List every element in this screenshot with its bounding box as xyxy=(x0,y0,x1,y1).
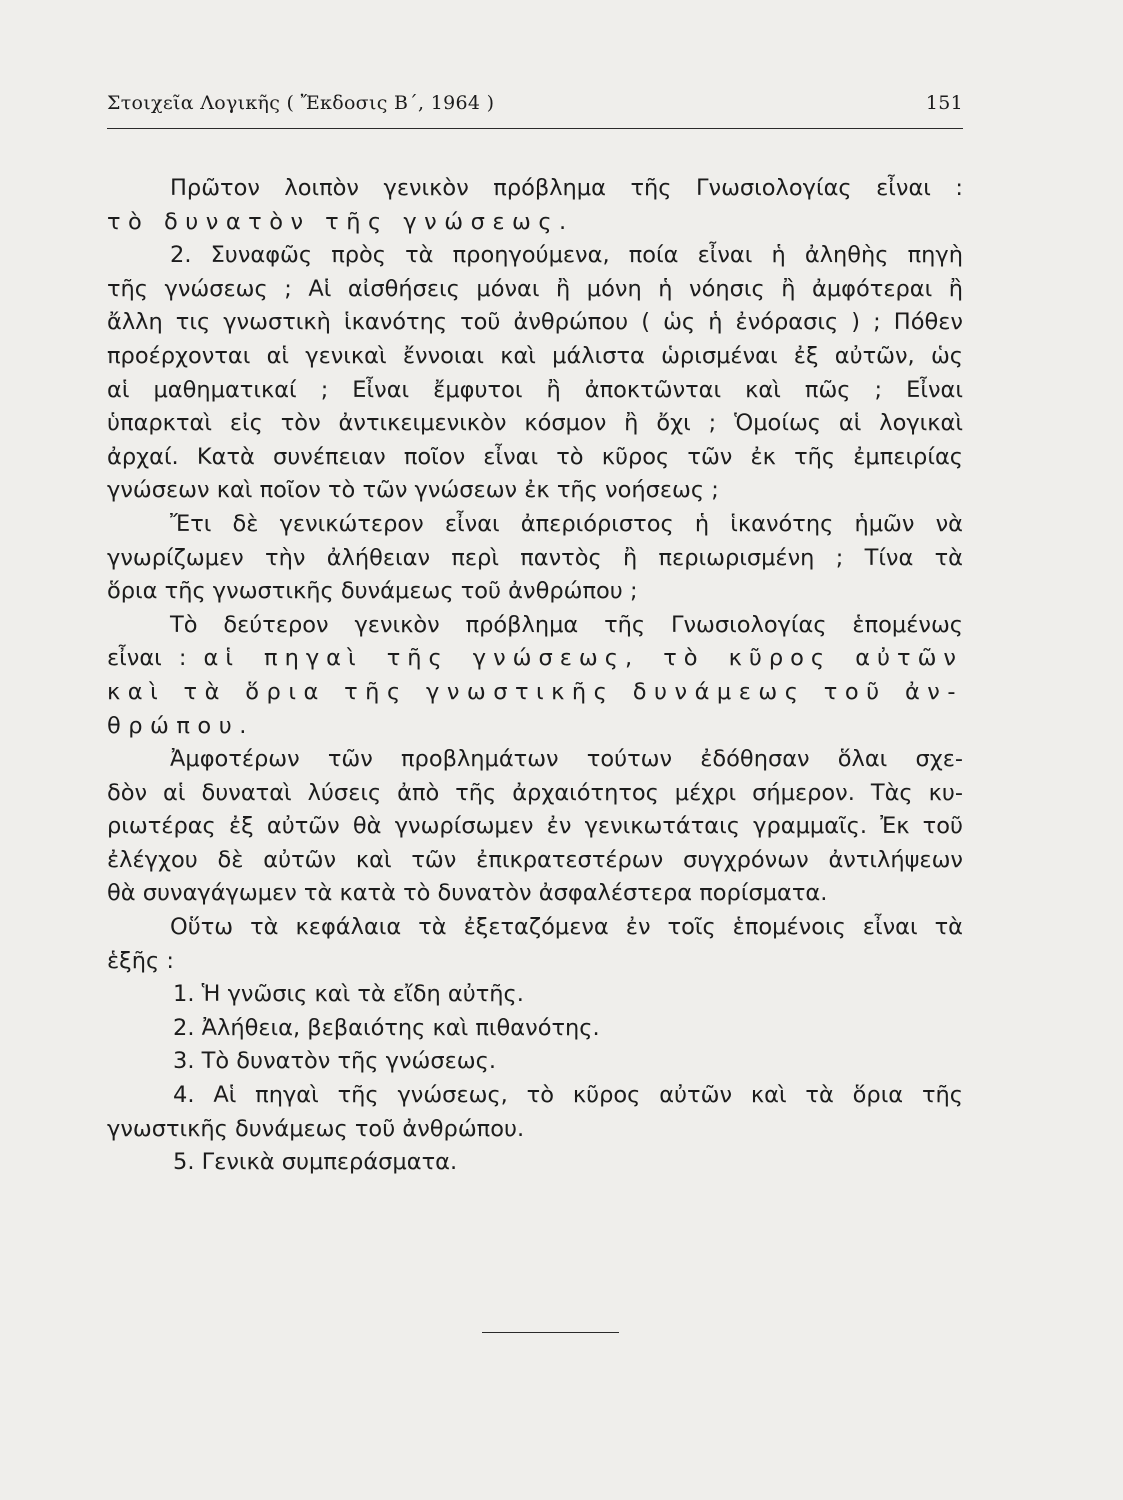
text-span: εἶναι : xyxy=(107,645,187,672)
list-item: 4. Αἱ πηγαὶ τῆς γνώσεως, τὸ κῦρος αὐτῶν καὶ τὰ ὅρια τῆς xyxy=(173,1082,963,1109)
page-number: 151 xyxy=(925,92,963,114)
text-line: Ἀμφοτέρων τῶν προβλημάτων τούτων ἐδόθησαν ὅλαι σχε- xyxy=(170,746,963,773)
list-item: 1. Ἡ γνῶσις καὶ τὰ εἴδη αὐτῆς. xyxy=(173,981,524,1008)
section-end-rule xyxy=(482,1332,619,1333)
text-line: γνώσεων καὶ ποῖον τὸ τῶν γνώσεων ἐκ τῆς νοήσεως ; xyxy=(107,477,719,504)
header-rule xyxy=(107,128,963,129)
text-line: ἀρχαί. Κατὰ συνέπειαν ποῖον εἶναι τὸ κῦρος τῶν ἐκ τῆς ἐμπειρίας xyxy=(107,443,963,470)
emphasized-line: θρώπου. xyxy=(107,712,254,739)
text-line: ὅρια τῆς γνωστικῆς δυνάμεως τοῦ ἀνθρώπου ; xyxy=(107,578,638,605)
text-line: Οὕτω τὰ κεφάλαια τὰ ἐξεταζόμενα ἐν τοῖς ἑπομένοις εἶναι τὰ xyxy=(170,914,963,941)
text-line: γνωρίζωμεν τὴν ἀλήθειαν περὶ παντὸς ἢ περιωρισμένη ; Τίνα τὰ xyxy=(107,544,963,571)
text-line: προέρχονται αἱ γενικαὶ ἔννοιαι καὶ μάλιστα ὡρισμέναι ἐξ αὐτῶν, ὡς xyxy=(107,342,963,369)
emphasized-line: καὶ τὰ ὅρια τῆς γνωστικῆς δυνάμεως τοῦ ἀν- xyxy=(107,678,963,705)
emphasized-line: τὸ δυνατὸν τῆς γνώσεως. xyxy=(107,208,574,235)
text-line: θὰ συναγάγωμεν τὰ κατὰ τὸ δυνατὸν ἀσφαλέστερα πορίσματα. xyxy=(107,880,828,907)
list-item: 3. Τὸ δυνατὸν τῆς γνώσεως. xyxy=(173,1048,497,1075)
text-line: ἐλέγχου δὲ αὐτῶν καὶ τῶν ἐπικρατεστέρων συγχρόνων ἀντιλήψεων xyxy=(107,846,963,873)
text-line: Τὸ δεύτερον γενικὸν πρόβλημα τῆς Γνωσιολογίας ἑπομένως xyxy=(170,611,963,638)
text-line xyxy=(107,642,963,676)
text-line: ἑξῆς : xyxy=(107,947,174,974)
running-head xyxy=(107,92,963,122)
text-line: Πρῶτον λοιπὸν γενικὸν πρόβλημα τῆς Γνωσιολογίας εἶναι : xyxy=(170,175,963,201)
text-line: 2. Συναφῶς πρὸς τὰ προηγούμενα, ποία εἶναι ἡ ἀληθὴς πηγὴ xyxy=(170,242,963,269)
list-item: 5. Γενικὰ συμπεράσματα. xyxy=(173,1149,458,1176)
emphasized-span: αἱ πηγαὶ τῆς γνώσεως, τὸ κῦρος αὐτῶν xyxy=(203,645,963,672)
text-line: ὑπαρκταὶ εἰς τὸν ἀντικειμενικὸν κόσμον ἢ ὄχι ; Ὁμοίως αἱ λογικαὶ xyxy=(107,410,963,437)
list-item: 2. Ἀλήθεια, βεβαιότης καὶ πιθανότης. xyxy=(173,1014,600,1041)
text-line: ριωτέρας ἐξ αὐτῶν θὰ γνωρίσωμεν ἐν γενικωτάταις γραμμαῖς. Ἐκ τοῦ xyxy=(107,813,963,840)
text-line: δὸν αἱ δυναταὶ λύσεις ἀπὸ τῆς ἀρχαιότητος μέχρι σήμερον. Τὰς κυ- xyxy=(107,779,963,806)
text-line: αἱ μαθηματικαί ; Εἶναι ἔμφυτοι ἢ ἀποκτῶνται καὶ πῶς ; Εἶναι xyxy=(107,376,963,403)
body-text xyxy=(107,172,963,1180)
text-line: Ἔτι δὲ γενικώτερον εἶναι ἀπεριόριστος ἡ ἱκανότης ἡμῶν νὰ xyxy=(170,510,963,537)
list-item-continuation: γνωστικῆς δυνάμεως τοῦ ἀνθρώπου. xyxy=(107,1115,525,1142)
text-line: ἄλλη τις γνωστικὴ ἱκανότης τοῦ ἀνθρώπου ( ὡς ἡ ἐνόρασις ) ; Πόθεν xyxy=(107,309,963,336)
book-title: Στοιχεῖα Λογικῆς ( Ἔκδοσις Β΄, 1964 ) xyxy=(107,92,495,114)
text-line: τῆς γνώσεως ; Αἱ αἰσθήσεις μόναι ἢ μόνη ἡ νόησις ἢ ἀμφότεραι ἢ xyxy=(107,275,963,302)
